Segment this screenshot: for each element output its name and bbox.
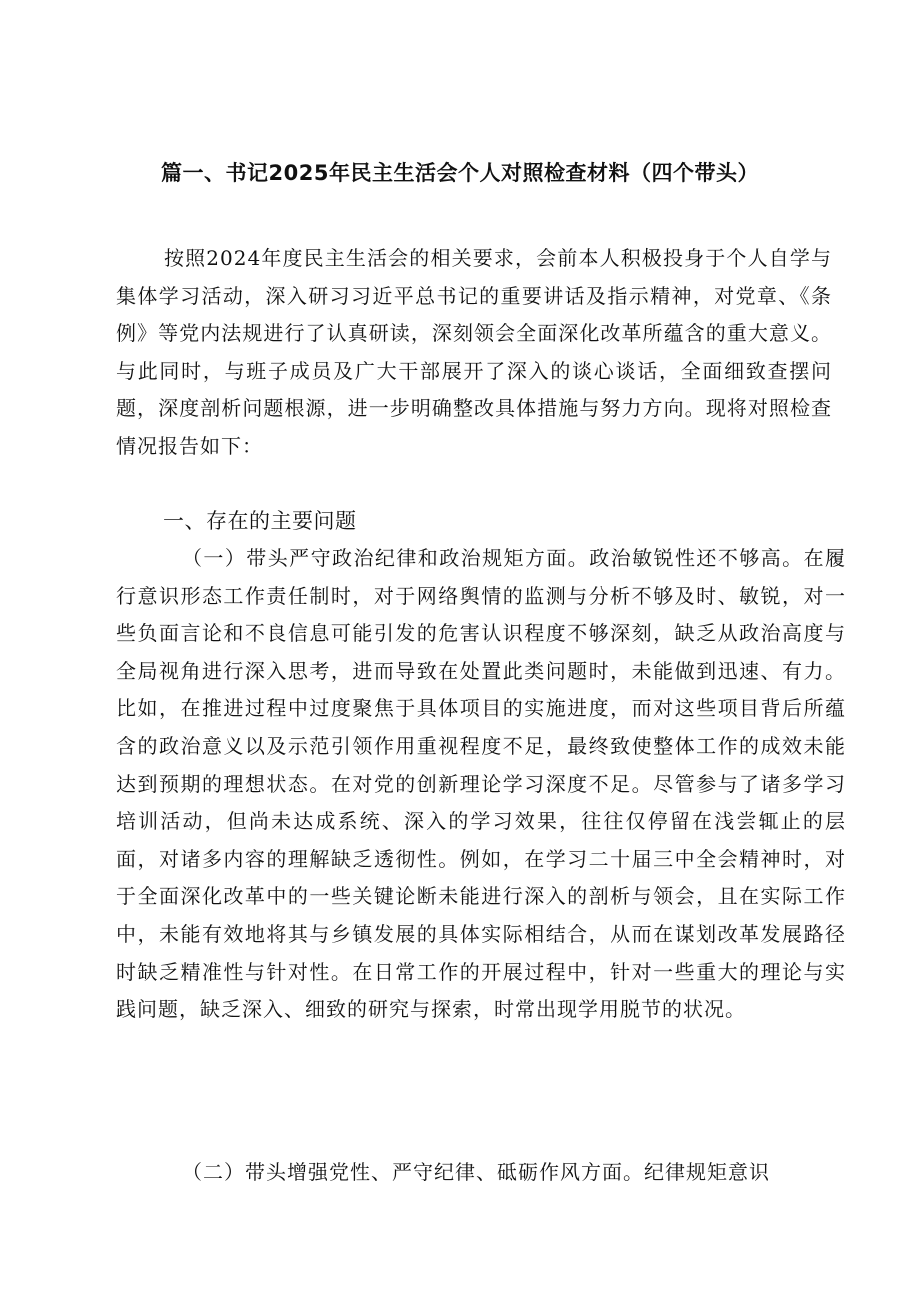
document-title: 篇一、书记2025年民主生活会个人对照检查材料（四个带头） bbox=[161, 161, 759, 185]
item-paragraph-1: （一）带头严守政治纪律和政治规矩方面。政治敏锐性还不够高。在履行意识形态工作责任制时，对于网络舆情的监测与分析不够及时、敏锐，对一些负面言论和不良信息可能引发的危害认识程度不够深刻，缺乏从政治高度与全局视角进行深入思考，进而导致在处置此类问题时，未能做到迅速、有力。比如，在推进过程中过度聚焦于具体项目的实施进度，而对这些项目背后所蕴含的政治意义以及示范引领作用重视程度不足，最终致使整体工作的成效未能达到预期的理想状态。在对党的创新理论学习深度不足。尽管参与了诸多学习培训活动，但尚未达成系统、深入的学习效果，往往仅停留在浅尝辄止的层面，对诸多内容的理解缺乏透彻性。例如，在学习二十届三中全会精神时，对于全面深化改革中的一些关键论断未能进行深入的剖析与领会，且在实际工作中，未能有效地将其与乡镇发展的具体实际相结合，从而在谋划改革发展路径时缺乏精准性与针对性。在日常工作的开展过程中，针对一些重大的理论与实践问题，缺乏深入、细致的研究与探索，时常出现学用脱节的状况。 bbox=[116, 546, 846, 1022]
item-paragraph-2: （二）带头增强党性、严守纪律、砥砺作风方面。纪律规矩意识 bbox=[182, 1160, 770, 1184]
section-heading: 一、存在的主要问题 bbox=[163, 509, 357, 533]
intro-paragraph: 按照2024年度民主生活会的相关要求，会前本人积极投身于个人自学与集体学习活动，深入研习习近平总书记的重要讲话及指示精神，对党章、《条例》等党内法规进行了认真研读，深刻领会全面深化改革所蕴含的重大意义。与此同时，与班子成员及广大干部展开了深入的谈心谈话，全面细致查摆问题，深度剖析问题根源，进一步明确整改具体措施与努力方向。现将对照检查情况报告如下： bbox=[116, 246, 832, 458]
